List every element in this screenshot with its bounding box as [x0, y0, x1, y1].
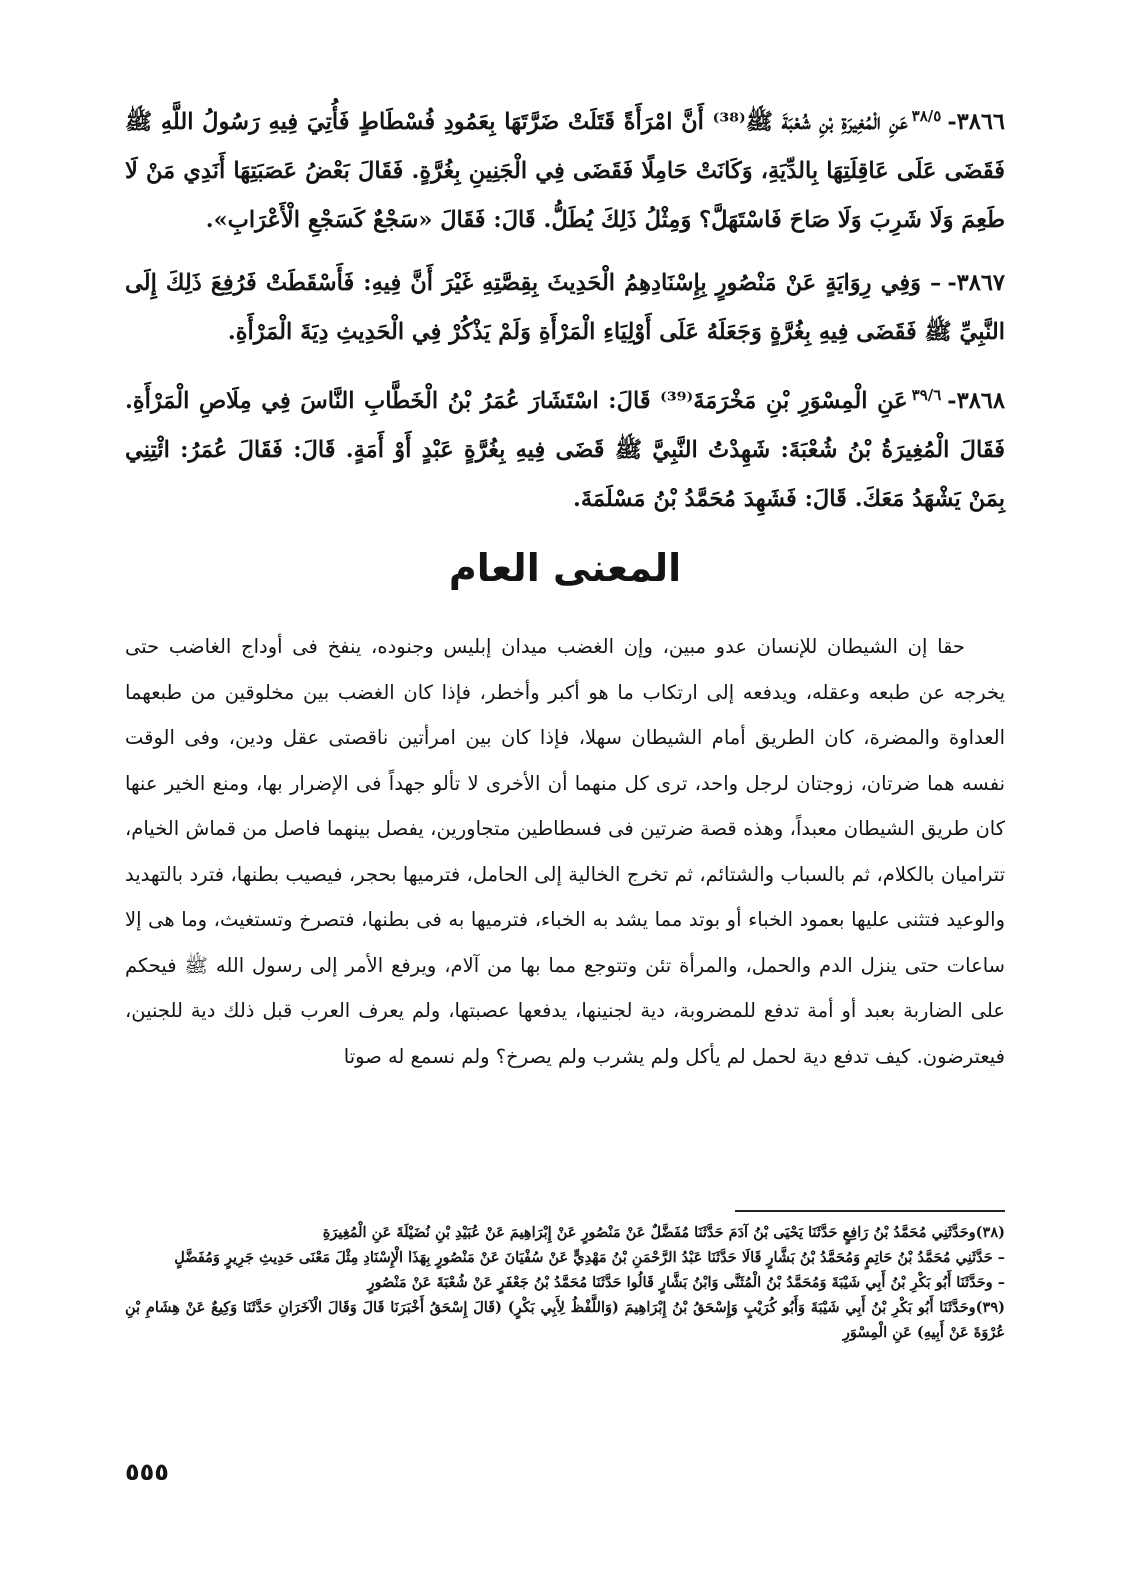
hadith-number: ٣٨٦٧- [947, 270, 1005, 296]
hadith-number: ٣٨٦٨- [947, 388, 1005, 414]
footnote-38-continuation: – وحَدَّثَنَا أَبُو بَكْرِ بْنُ أَبِي شَيْبَةَ وَمُحَمَّدُ بْنُ الْمُثَنَّى وَابْنُ بَشَّارٍ قَالُوا حَدَّثَنَا مُحَمَّدُ بْنُ جَعْفَرٍ عَنْ شُعْبَةَ عَنْ مَنْصُورٍ [367, 1274, 1005, 1291]
hadith-text: – وَفِي رِوَايَةٍ عَنْ مَنْصُورٍ بِإِسْنَادِهِمُ الْحَدِيثَ بِقِصَّتِهِ غَيْرَ أَنَّ فِيهِ: فَأَسْقَطَتْ فَرُفِعَ ذَلِكَ إِلَى النَّبِيِّ ﷺ فَقَضَى فِيهِ بِغُرَّةٍ وَجَعَلَهُ عَلَى أَوْلِيَاءِ الْمَرْأَةِ وَلَمْ يَذْكُرْ فِي الْحَدِيثِ دِيَةَ الْمَرْأَةِ. [125, 270, 1005, 345]
page-number: ٥٥٥ [125, 1458, 169, 1486]
footnotes [125, 1220, 1005, 1345]
hadith-3867 [125, 259, 1005, 357]
footnote-39: (٣٩)وحَدَّثَنَا أَبُو بَكْرِ بْنُ أَبِي شَيْبَةَ وَأَبُو كُرَيْبٍ وَإِسْحَقُ بْنُ إِبْرَاهِيمَ (وَاللَّفْظُ لِأَبِي بَكْرٍ) (قَالَ إِسْحَقُ أَخْبَرَنَا قَالَ وَقَالَ الْآخَرَانِ حَدَّثَنَا وَكِيعٌ عَنْ هِشَامِ بْنِ عُرْوَةَ عَنْ أَبِيهِ) عَنِ الْمِسْوَرِ [125, 1299, 1005, 1341]
footnote-38: (٣٨)وحَدَّثَنِي مُحَمَّدُ بْنُ رَافِعٍ حَدَّثَنَا يَحْيَى بْنُ آدَمَ حَدَّثَنَا مُفَضَّلٌ عَنْ مَنْصُورٍ عَنْ إِبْرَاهِيمَ عَنْ عُبَيْدِ بْنِ نُضَيْلَةَ عَنِ الْمُغِيرَةِ [322, 1224, 1005, 1241]
hadith-3868 [125, 371, 1005, 524]
main-content [125, 92, 1005, 1079]
hadith-3866 [125, 92, 1005, 245]
hadith-number: ٣٨٦٦- [947, 109, 1005, 135]
hadith-reference-fraction: ٣٩/٦ [911, 386, 942, 404]
hadith-reference-fraction: ٣٨/٥ [911, 107, 942, 125]
section-heading: المعنى العام [448, 546, 682, 590]
paragraph-text: حقا إن الشيطان للإنسان عدو مبين، وإن الغضب ميدان إبليس وجنوده، ينفخ فى أوداج الغاضب حتى يخرجه عن طبعه وعقله، ويدفعه إلى ارتكاب ما هو أكبر وأخطر، فإذا كان الغضب بين مخلوقين من طبعهما العداوة والمضرة، كان الطريق أمام الشيطان سهلا، فإذا كان بين امرأتين ناقصتى عقل ودين، وفى الوقت نفسه هما ضرتان، زوجتان لرجل واحد، ترى كل منهما أن الأخرى لا تألو جهداً فى الإضرار بها، ومنع الخير عنها كان طريق الشيطان معبداً، وهذه قصة ضرتين فى فسطاطين متجاورين، يفصل بينهما فاصل من قماش الخيام، تتراميان بالكلام، ثم بالسباب والشتائم، ثم تخرج الخالية إلى الحامل، فترميها بحجر، فيصيب بطنها، فترد بالتهديد والوعيد فتثنى عليها بعمود الخباء أو بوتد مما يشد به الخباء، فترميها به فى بطنها، فتصرخ وتستغيث، وما هى إلا ساعات حتى ينزل الدم والحمل، والمرأة تئن وتتوجع مما بها من آلام، ويرفع الأمر إلى رسول الله ﷺ فيحكم على الضاربة بعبد أو أمة تدفع للمضروبة، دية لجنينها، يدفعها عصبتها، ولم يعرف العرب قبل ذلك دية للجنين، فيعترضون. كيف تدفع دية لحمل لم يأكل ولم يشرب ولم يصرخ؟ ولم نسمع له صوتا [125, 635, 1005, 1068]
footnote-separator [735, 1210, 1005, 1212]
hadith-text: عَنِ الْمِسْوَرِ بْنِ مَخْرَمَةَ⁽³⁹⁾ قَالَ: اسْتَشَارَ عُمَرُ بْنُ الْخَطَّابِ النَّاسَ فِي مِلَاصِ الْمَرْأَةِ. فَقَالَ الْمُغِيرَةُ بْنُ شُعْبَةَ: شَهِدْتُ النَّبِيَّ ﷺ قَضَى فِيهِ بِغُرَّةٍ عَبْدٍ أَوْ أَمَةٍ. قَالَ: فَقَالَ عُمَرُ: ائْتِنِي بِمَنْ يَشْهَدُ مَعَكَ. قَالَ: فَشَهِدَ مُحَمَّدُ بْنُ مَسْلَمَةَ. [125, 388, 1005, 512]
footnote-38-continuation: – حَدَّثَنِي مُحَمَّدُ بْنُ حَاتِمٍ وَمُحَمَّدُ بْنُ بَشَّارٍ قَالَا حَدَّثَنَا عَبْدُ الرَّحْمَنِ بْنُ مَهْدِيٍّ عَنْ سُفْيَانَ عَنْ مَنْصُورٍ بِهَذَا الْإِسْنَادِ مِثْلَ مَعْنَى حَدِيثِ جَرِيرٍ وَمُفَضَّلٍ [174, 1249, 1005, 1266]
hadith-text: عَنِ الْمُغِيرَةِ بْنِ شُعْبَةَ ﷺ⁽³⁸⁾ أَنَّ امْرَأَةً قَتَلَتْ ضَرَّتَهَا بِعَمُودِ فُسْطَاطٍ فَأُتِيَ فِيهِ رَسُولُ اللَّهِ ﷺ فَقَضَى عَلَى عَاقِلَتِهَا بِالدِّيَةِ، وَكَانَتْ حَامِلًا فَقَضَى فِي الْجَنِينِ بِغُرَّةٍ. فَقَالَ بَعْضُ عَصَبَتِهَا أَنَدِي مَنْ لَا طَعِمَ وَلَا شَرِبَ وَلَا صَاحَ فَاسْتَهَلَّ؟ وَمِثْلُ ذَلِكَ يُطَلُّ. قَالَ: فَقَالَ «سَجْعٌ كَسَجْعِ الْأَعْرَابِ». [125, 109, 1005, 233]
general-meaning-paragraph [125, 624, 1005, 1079]
